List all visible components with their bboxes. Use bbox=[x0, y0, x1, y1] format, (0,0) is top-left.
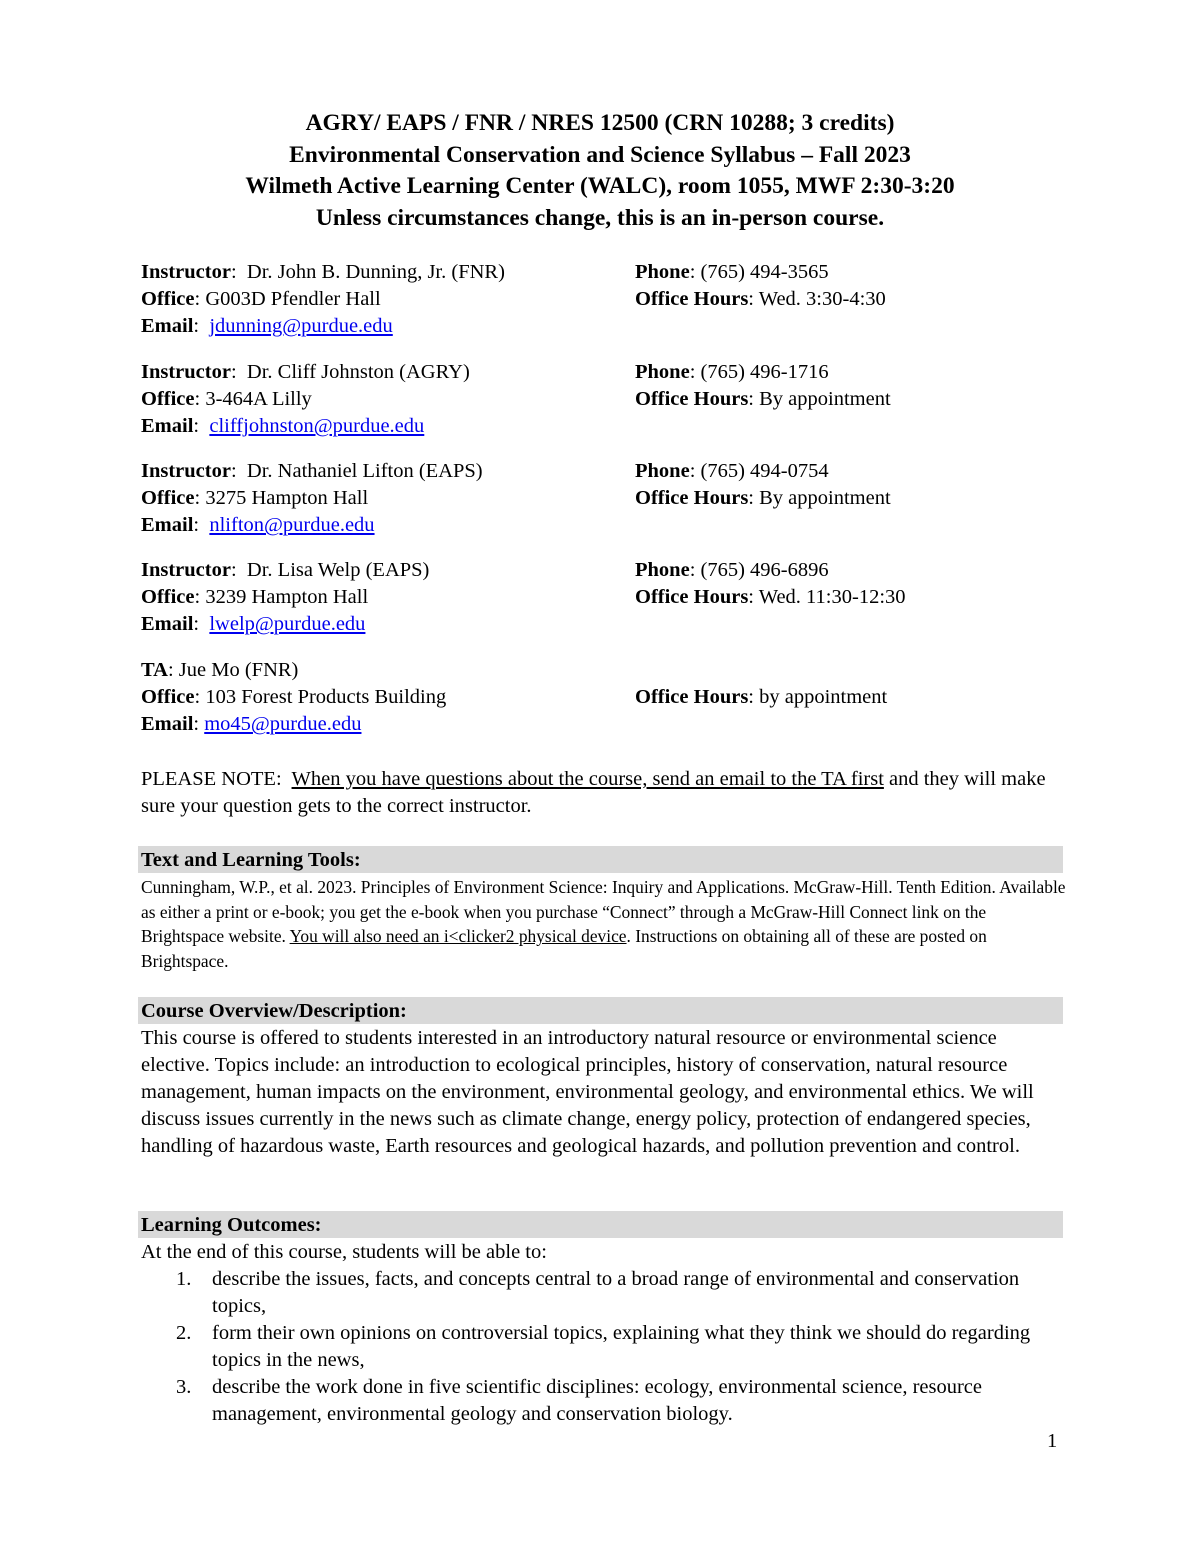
phone-label: Phone bbox=[635, 460, 690, 482]
syllabus-page: AGRY/ EAPS / FNR / NRES 12500 (CRN 10288; 3 credits) Environmental Conservation and Science Syllabus – Fall 2023 Wilmeth Active Learning Center (WALC), room 1055, MWF 2:30-3:20 Unless circumstances change, this is an in-person course. Instructor: Dr. John B. Dunning, Jr. (FNR) Office: G003D Pfendler Hall Email: jdunning@purdue.edu Phone: (765) 494-3565 Office Hours: Wed. 3:30-4:30 Instructor: Dr. Cliff Johnston (AGRY) Office: 3-464A Lilly Email: cliffjohnston@purdue.edu Phone: (765) 496-1716 Office Hours: By appointment Instructor: Dr. Nathaniel Lifton (EAPS) Office: 3275 Hampton Hall Email: nlifton@purdue.edu Phone: (765) 494-0754 Office Hours: By appointment Instructor: Dr. Lisa Welp (EAPS) Office: 3239 Hampton Hall Email: lwelp@purdue.edu Phone: (765) 496-6896 Office Hours: Wed. 11:30-12:30 TA: Jue Mo (FNR) Office: 103 Forest Products Building Email: mo45@purdue.edu Office Hours: by appointment PLEASE NOTE: When you have questions about the course, send an email to the TA first and they will make sure your question gets to the correct instructor. Text and Learning Tools: Cunningham, W.P., et al. 2023. Principles of Environment Science: Inquiry and Applications. McGraw-Hill. Tenth Edition. Available as either a print or e-book; you get the e-book when you purchase “Connect” through a McGraw-Hill Connect link on the Brightspace website. You will also need an i<clicker2 physical device. Instructions on obtaining all of these are posted on Brightspace. Course Overview/Description: This course is offered to students interested in an introductory natural resource or environmental science elective. Topics include: an introduction to ecological principles, history of conservation, natural resource management, human impacts on the environment, environmental geology, and environmental ethics. We will discuss issues currently in the news such as climate change, energy policy, protection of endangered species, handling of hazardous waste, Earth resources and geological hazards, and pollution prevention and control. Learning Outcomes: At the end of this course, students will be able to: 1. describe the issues, facts, and concepts central to a broad range of environmental and conservation topics, 2. form their own opinions on controversial topics, explaining what they think we should do regarding topics in the news, 3. describe the work done in five scientific disciplines: ecology, environmental science, resource management, environmental geology and conservation biology. 1 bbox=[0, 0, 1200, 1553]
text-tools-heading: Text and Learning Tools: bbox=[138, 846, 1063, 873]
office-hours-value: Wed. 11:30-12:30 bbox=[758, 586, 906, 608]
course-code-title: AGRY/ EAPS / FNR / NRES 12500 (CRN 10288; 3 credits) bbox=[305, 110, 895, 136]
phone-value: (765) 496-6896 bbox=[700, 559, 829, 581]
instructor-name: Dr. Lisa Welp (EAPS) bbox=[246, 559, 430, 581]
please-note bbox=[141, 766, 1071, 820]
office-hours-value: by appointment bbox=[759, 686, 888, 708]
office-hours-label: Office Hours bbox=[635, 586, 749, 608]
email-link[interactable]: nlifton@purdue.edu bbox=[209, 514, 375, 536]
outcomes-list bbox=[141, 1266, 1066, 1428]
list-item-text: form their own opinions on controversial topics, explaining what they think we should do regarding topics in the news, bbox=[212, 1322, 1031, 1371]
list-item-number: 3. bbox=[176, 1376, 192, 1398]
ta-name: Jue Mo (FNR) bbox=[178, 659, 299, 681]
list-item-number: 1. bbox=[176, 1268, 192, 1290]
email-label: Email bbox=[141, 514, 194, 536]
office-hours-label: Office Hours bbox=[635, 288, 749, 310]
note-prefix: PLEASE NOTE: bbox=[141, 768, 282, 790]
list-item bbox=[141, 1320, 1066, 1374]
email-link[interactable]: mo45@purdue.edu bbox=[204, 713, 362, 735]
course-location-title: Wilmeth Active Learning Center (WALC), room 1055, MWF 2:30-3:20 bbox=[245, 173, 955, 199]
text-tools-body-start: Cunningham, W.P., et al. 2023. Principles of Environment Science: Inquiry and Applications. McGraw-Hill. Tenth Edition. Available as either a print or e-book; you get the e-book when you purchase “Connect” through a McGraw-Hill Connect link on the Brightspace website. bbox=[141, 877, 1066, 947]
text-tools-body-underlined: You will also need an i<clicker2 physical device bbox=[289, 926, 627, 947]
office-label: Office bbox=[141, 586, 195, 608]
email-label: Email bbox=[141, 713, 194, 735]
instructor-label: Instructor bbox=[141, 460, 231, 482]
office-value: 3239 Hampton Hall bbox=[205, 586, 369, 608]
note-underlined: When you have questions about the course, send an email to the TA first bbox=[291, 768, 884, 790]
office-value: 103 Forest Products Building bbox=[205, 686, 447, 708]
title-block bbox=[0, 108, 1200, 234]
list-item-text: describe the issues, facts, and concepts central to a broad range of environmental and conservation topics, bbox=[212, 1268, 1020, 1317]
instructor-name: Dr. Nathaniel Lifton (EAPS) bbox=[246, 460, 483, 482]
office-value: 3-464A Lilly bbox=[205, 388, 312, 410]
instructor-label: Instructor bbox=[141, 361, 231, 383]
phone-value: (765) 496-1716 bbox=[700, 361, 829, 383]
outcomes-heading: Learning Outcomes: bbox=[138, 1211, 1063, 1238]
office-value: 3275 Hampton Hall bbox=[205, 487, 369, 509]
phone-value: (765) 494-3565 bbox=[700, 261, 829, 283]
instructor-name: Dr. John B. Dunning, Jr. (FNR) bbox=[246, 261, 505, 283]
outcomes-intro: At the end of this course, students will be able to: bbox=[141, 1241, 547, 1263]
overview-heading: Course Overview/Description: bbox=[138, 997, 1063, 1024]
office-hours-value: Wed. 3:30-4:30 bbox=[758, 288, 886, 310]
text-tools-body-end: . Instructions on obtaining all of these are posted on Brightspace. bbox=[141, 926, 987, 972]
course-mode-title: Unless circumstances change, this is an in-person course. bbox=[315, 204, 885, 231]
instructor-label: Instructor bbox=[141, 261, 231, 283]
office-hours-label: Office Hours bbox=[635, 686, 749, 708]
course-name-title: Environmental Conservation and Science Syllabus – Fall 2023 bbox=[289, 141, 911, 168]
office-label: Office bbox=[141, 388, 195, 410]
office-value: G003D Pfendler Hall bbox=[205, 288, 381, 310]
list-item-number: 2. bbox=[176, 1322, 192, 1344]
list-item bbox=[141, 1266, 1066, 1320]
office-hours-label: Office Hours bbox=[635, 487, 749, 509]
phone-label: Phone bbox=[635, 559, 690, 581]
phone-label: Phone bbox=[635, 361, 690, 383]
note-rest: and they will make sure your question gets to the correct instructor. bbox=[141, 768, 1046, 817]
phone-value: (765) 494-0754 bbox=[700, 460, 829, 482]
list-item bbox=[141, 1374, 1066, 1428]
phone-label: Phone bbox=[635, 261, 690, 283]
office-hours-value: By appointment bbox=[759, 487, 891, 509]
overview-body: This course is offered to students interested in an introductory natural resource or environmental science elective. Topics include: an introduction to ecological principles, history of conservation, natural resource management, human impacts on the environment, environmental geology, and environmental ethics. We will discuss issues currently in the news such as climate change, energy policy, protection of endangered species, handling of hazardous waste, Earth resources and geological hazards, and pollution prevention and control. bbox=[141, 1027, 1034, 1157]
email-link[interactable]: jdunning@purdue.edu bbox=[209, 315, 393, 337]
email-label: Email bbox=[141, 315, 194, 337]
list-item-text: describe the work done in five scientific disciplines: ecology, environmental science, resource management, environmental geology and conservation biology. bbox=[212, 1376, 982, 1425]
page-number: 1 bbox=[1047, 1430, 1058, 1452]
email-label: Email bbox=[141, 613, 194, 635]
instructor-label: Instructor bbox=[141, 559, 231, 581]
outcomes-body bbox=[141, 1239, 1066, 1428]
office-label: Office bbox=[141, 288, 195, 310]
email-label: Email bbox=[141, 415, 194, 437]
instructor-name: Dr. Cliff Johnston (AGRY) bbox=[246, 361, 470, 383]
office-hours-label: Office Hours bbox=[635, 388, 749, 410]
office-hours-value: By appointment bbox=[759, 388, 891, 410]
email-link[interactable]: cliffjohnston@purdue.edu bbox=[209, 415, 425, 437]
text-tools-body bbox=[141, 875, 1066, 974]
email-link[interactable]: lwelp@purdue.edu bbox=[209, 613, 366, 635]
office-label: Office bbox=[141, 686, 195, 708]
office-label: Office bbox=[141, 487, 195, 509]
ta-label: TA bbox=[141, 659, 168, 681]
